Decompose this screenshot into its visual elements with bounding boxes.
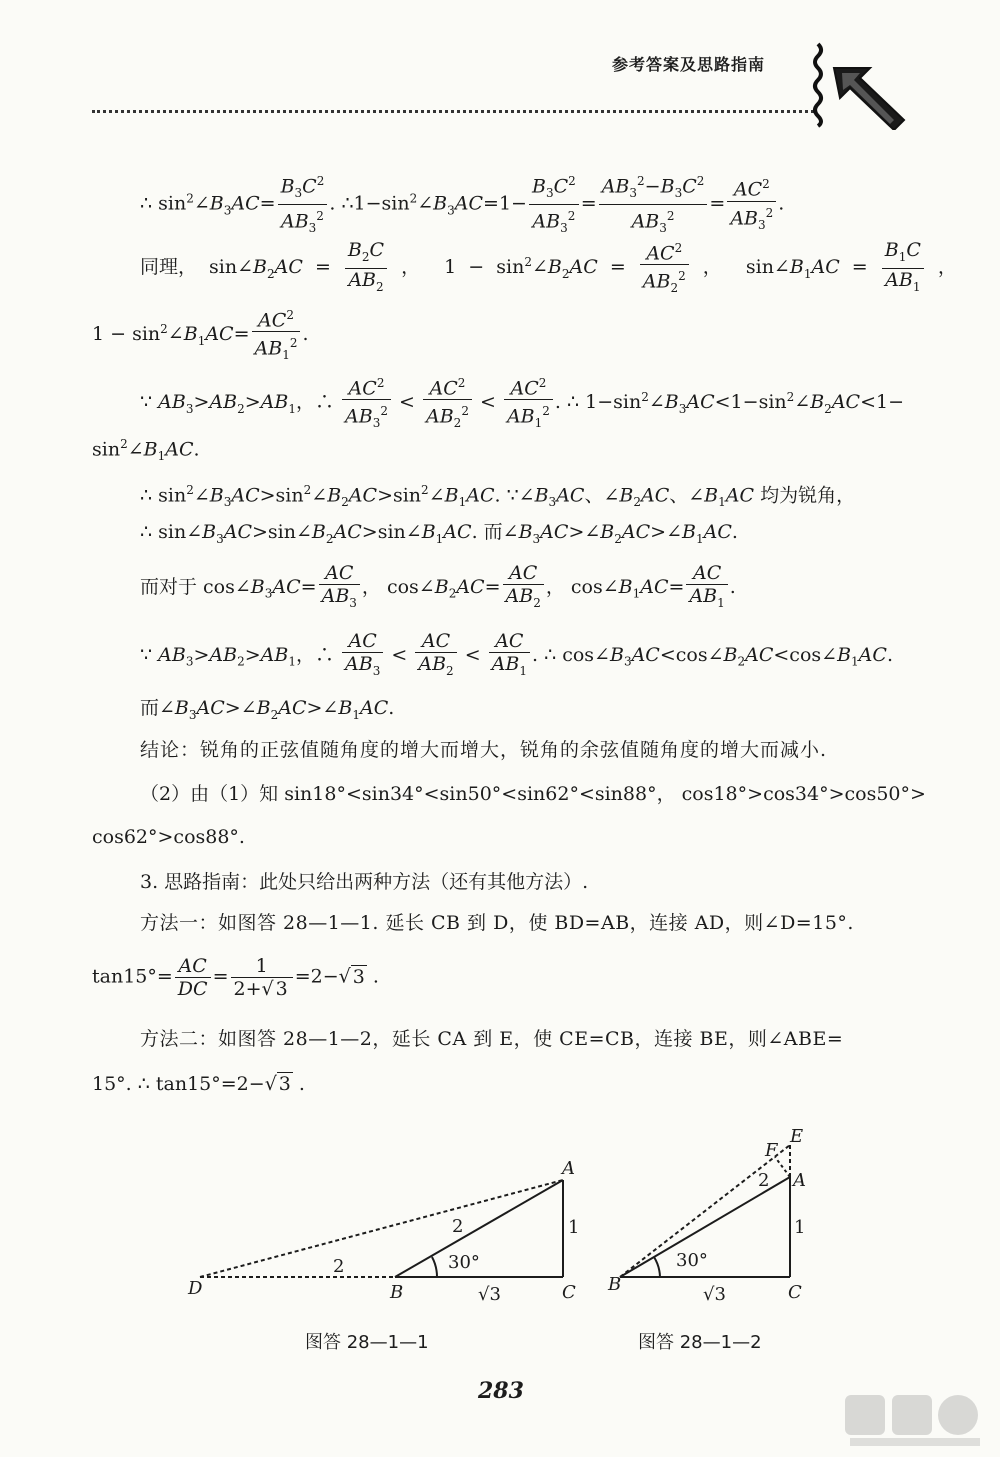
header-rule bbox=[92, 110, 814, 113]
text-line-9: ∵ $AB_3>AB_2>AB_1$，∴ $\frac{AC}{AB_3}$ < $\frac{AC}{AB_2}$ < $\frac{AC}{AB_1}$ . ∴ $\cos\angle B_3AC<\cos\angle B_2AC<\cos\angle B_1AC$. bbox=[140, 630, 893, 678]
angle-arc-2 bbox=[654, 1257, 660, 1277]
label-AF: 2 bbox=[758, 1170, 770, 1191]
label-DB: 2 bbox=[333, 1256, 345, 1277]
label-AC: 1 bbox=[568, 1217, 580, 1238]
label-BC2: √3 bbox=[703, 1284, 726, 1305]
text-line-8: 而对于 $\cos\angle B_3AC=$ $\frac{AC}{AB_3}$ ， $\cos\angle B_2AC=$ $\frac{AC}{AB_2}$ ， $\cos\angle B_1AC=$ $\frac{AC}{AB_1}$ . bbox=[140, 562, 736, 610]
figure-28-1-1 bbox=[200, 1180, 563, 1277]
text-line-13: cos62°>cos88°. bbox=[92, 826, 245, 848]
text-line-5: $\sin^2\angle B_1AC$. bbox=[92, 437, 200, 464]
text-line-17: 方法二：如图答 28—1—2，延长 CA 到 E，使 CE=CB，连接 BE，则∠ABE= bbox=[140, 1028, 844, 1050]
label-A2: A bbox=[793, 1170, 806, 1191]
watermark-logo-icon bbox=[840, 1390, 990, 1450]
text-line-16: tan15°= $\frac{AC}{DC}$ = $\frac{1}{2+√ 3}$ =2−√ 3 . bbox=[92, 955, 379, 1000]
text-line-2: 同理， $\sin\angle B_2AC$ = $\frac{B_2C}{AB_2}$ ， $1 - \sin^2\angle B_2AC$ = $\frac{AC^2}{AB_2^2}$ ， $\sin\angle B_1AC$ = $\frac{B_1C}{AB_1}$ ， bbox=[140, 238, 957, 296]
label-F: F bbox=[765, 1140, 778, 1161]
label-BC: √3 bbox=[478, 1284, 501, 1305]
running-header: 参考答案及思路指南 bbox=[612, 55, 766, 74]
text-line-3: $1 - \sin^2\angle B_1AC=$ $\frac{AC^2}{AB_1^2}$ . bbox=[92, 304, 309, 366]
text-line-4: ∵ $AB_3>AB_2>AB_1$，∴ $\frac{AC^2}{AB_3^2}$ < $\frac{AC^2}{AB_2^2}$ < $\frac{AC^2}{AB_1^2}$ . ∴ $1-\sin^2\angle B_3AC<1-\sin^2\angle B_2AC<1-$ bbox=[140, 372, 904, 434]
angle-arc-1 bbox=[432, 1257, 437, 1277]
segment-DA bbox=[200, 1180, 563, 1277]
label-D: D bbox=[188, 1278, 203, 1299]
text-line-18: 15°. ∴ tan15°=2−√ 3 . bbox=[92, 1073, 305, 1095]
label-angle2: 30° bbox=[676, 1250, 708, 1271]
text-line-10: 而$\angle B_3AC>\angle B_2AC>\angle B_1AC$. bbox=[140, 697, 395, 722]
geometry-figures bbox=[0, 1120, 1000, 1360]
label-AB: 2 bbox=[452, 1216, 464, 1237]
page-number: 283 bbox=[478, 1378, 524, 1404]
text-line-1: ∴ $\sin^2\angle B_3AC=$ $\frac{B_3C^2}{AB_3^2}$ . $\therefore 1-\sin^2\angle B_3AC=1-$ $\frac{B_3C^2}{AB_3^2}$ = $\frac{AB_3^2-B_3C^2}{AB_3^2}$ = $\frac{AC^2}{AB_3^2}$ . bbox=[140, 170, 784, 239]
label-AC2: 1 bbox=[794, 1217, 806, 1238]
text-line-6: ∴ $\sin^2\angle B_3AC>\sin^2\angle B_2AC>\sin^2\angle B_1AC$. $\because\angle B_3AC$、$\angle B_2AC$、$\angle B_1AC$ 均为锐角， bbox=[140, 483, 856, 510]
label-B1: B bbox=[390, 1282, 404, 1303]
text-line-12: （2）由（1）知 sin18°<sin34°<sin50°<sin62°<sin88°， cos18°>cos34°>cos50°> bbox=[140, 783, 926, 805]
label-C1: C bbox=[562, 1282, 576, 1303]
label-A1: A bbox=[562, 1158, 575, 1179]
label-C2: C bbox=[788, 1282, 802, 1303]
text-line-7: ∴ $\sin\angle B_3AC>\sin\angle B_2AC>\sin\angle B_1AC$. 而$\angle B_3AC>\angle B_2AC>\angle B_1AC$. bbox=[140, 521, 738, 546]
text-line-11: 结论：锐角的正弦值随角度的增大而增大，锐角的余弦值随角度的增大而减小. bbox=[140, 739, 828, 761]
label-angle1: 30° bbox=[448, 1252, 480, 1273]
text-line-14: 3. 思路指南：此处只给出两种方法（还有其他方法）. bbox=[140, 871, 589, 893]
label-B2: B bbox=[608, 1274, 622, 1295]
arrow-logo-icon bbox=[812, 40, 912, 130]
figure1-caption: 图答 28—1—1 bbox=[305, 1332, 429, 1353]
text-line-15: 方法一：如图答 28—1—1. 延长 CB 到 D，使 BD=AB，连接 AD，则∠D=15°. bbox=[140, 912, 854, 934]
figure2-caption: 图答 28—1—2 bbox=[638, 1332, 762, 1353]
label-E: E bbox=[790, 1126, 804, 1147]
